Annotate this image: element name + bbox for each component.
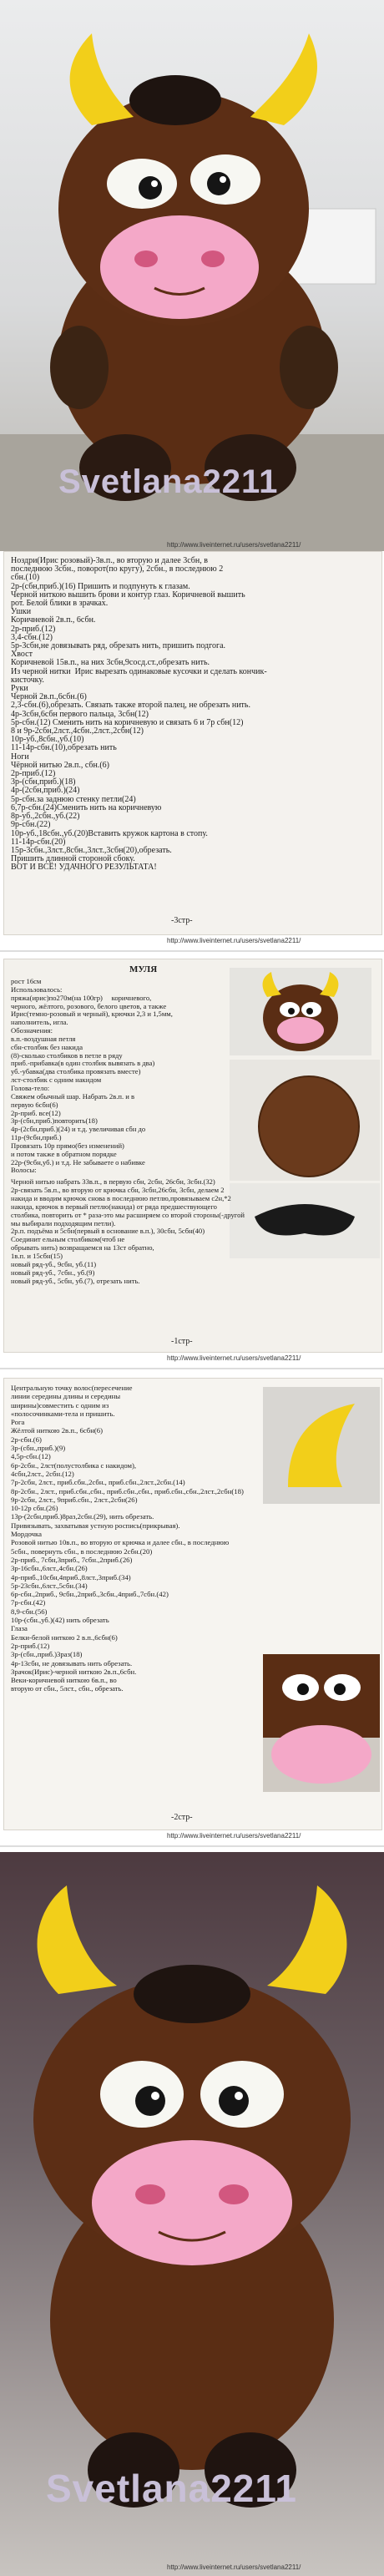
- snout-photo: [263, 1654, 380, 1792]
- bull-photo-top: [0, 0, 384, 551]
- pattern-page-1: [3, 959, 382, 1353]
- bull-photo-bottom: [0, 1852, 384, 2576]
- divider: [0, 950, 384, 952]
- watermark: Svetlana2211: [46, 2467, 298, 2510]
- bull-toy-thumbnail: [230, 968, 371, 1055]
- head-ball-photo: [230, 1060, 380, 1181]
- page-number: -3стр-: [171, 916, 193, 925]
- page-text-bottom: Черной нитью набрать 33в.п., в первую сбн, 2сбн, 26сбн, 3сбн.(32) 2р-связать 5в.п., во вторую от крючка сбн, 3сбн,26сбн, 3сбн, делаем 2 накида и вводим крючок снова в последнюю петлю,провязываем с2н,*2 накида, крючок в первый петлю(накида) от ряда предшествующего столбика, повторить от * раза-это мы расширяем со второй стороны(-другой мы выбирали подходящим петли). 2р.п. подъёма и 5сбн(первый в основание в.п.), 30сбн, 5сбн(40) Соединит ельным столбиком(чтоб не обрывать нить) возвращаемся на 13ст обратно, 1в.п. и 15сбн(15) новый ряд-уб., 9сбн, уб.(11) новый ряд-уб., 7сбн., уб.(9) новый ряд-уб., 5сбн, уб.(7), отрезать нить.: [11, 1177, 245, 1285]
- source-url: http://www.liveinternet.ru/users/svetlana2211/: [167, 1354, 301, 1362]
- source-url: http://www.liveinternet.ru/users/svetlana2211/: [167, 2563, 301, 2571]
- page-text: Центральную точку волос(пересечение линии середины длины и середины ширины)совместить с одним из «полосочинками-тела и пришить. Рога Жёлтой ниткою 2в.п., 6сбн(6) 2р-сбн.(6) 3р-(сбн.,приб.)(9) 4,5р-сбн.(12) 6р-2сбн., 2лст(полустолбика с накидом), 4сбн,2лст., 2сбн.(12) 7р-2сбн, 2лст., приб.сбн.,2сбн., приб.сбн.,2лст.,2сбн.(14) 8р-2сбн., 2лст., приб.сбн.,сбн., приб.сбн.,сбн., приб.сбн.,сбн.,2лст.,2сбн(18) 9р-2сбн, 2лст., 9приб.сбн., 2лст.,2сбн(26) 10-12р сбн.(26) 13р-(2сбн,приб.)8раз,2сбн.(29), нить обрезать. Привязывать, захватывая устную роспись(прикрывая). Мордочка Розовой нитью 10в.п., во вторую от крючка и далее сбн., в последнюю 5сбн., повернуть сбн., в последнюю 2сбн.(20) 2р-приб., 7сбн,3приб., 7сбн.,2приб.(26) 3р-16сбн.,6лст.,4сбн.(26) 4р-приб.,10сбн,4приб.,8лст.,3приб.(34) 5р-23сбн.,6лст.,5сбн.(34) 6р-сбн.,2приб., 9сбн.,2приб.,3сбн.,4приб.,7сбн.(42) 7р-сбн.(42) 8,9-сбн.(56) 10р-(сбн.,уб.)(42) нить обрезать Глаза Белки-белой ниткою 2 в.п.,6сбн(6) 2р-приб.(12) 3р-(сбн.,приб.)3раз(18) 4р-13сбн, не довязывать нить обрезать. Зрачок(Ирис)-черной ниткою 2в.п.,6сбн. Веки-коричневой ниткою 6в.п., во вторую от сбн., 5лст., сбн., обрезать.: [11, 1384, 244, 1693]
- source-url: http://www.liveinternet.ru/users/svetlana2211/: [167, 937, 301, 944]
- page-number: -2стр-: [171, 1813, 193, 1822]
- source-url: http://www.liveinternet.ru/users/svetlana2211/: [167, 1832, 301, 1840]
- divider: [0, 1845, 384, 1847]
- page-text-top: рост 16см Использовалось: пряжа(ирис)по270м(на 100гр) коричневого, черного, жёлтого, розового, белого цветов, а также Ирис(темно-розовый и черный), крючки 2,3 и 1,5мм, наполнитель, игла. Обозначения: в.п.-воздушная петля сбн-столбик без накида (8)-сколько столбиков в петле в ряду приб.-прибавка(в один столбик вывязать в два) уб.-убавка(два столбика провязать вместе) лст-столбик с одним накидом Голова-тело: Свяжем обычный шар. Набрать 2в.п. и в первую 6сбн(6) 2р-приб. все(12) 3р-(сбн,приб.)повторить(18) 4р-(2сбн,приб.)(24) и т.д. увеличивая сбн до 11р-(9сбн,приб.) Провязать 10р прямо(без изменений) и потом также в обратном порядке 22р-(9сбн,уб.) и т.д. Не забываете о набивке Волосы:: [11, 977, 173, 1175]
- source-url: http://www.liveinternet.ru/users/svetlana2211/: [167, 541, 301, 549]
- divider: [0, 1368, 384, 1369]
- watermark: Svetlana2211: [58, 463, 279, 500]
- pattern-page-3: [3, 551, 382, 935]
- pattern-page-2: [3, 1378, 382, 1830]
- horn-photo: [263, 1387, 380, 1504]
- page-title: МУЛЯ: [129, 964, 158, 974]
- page-number: -1стр-: [171, 1337, 193, 1346]
- page-text: Ноздри(Ирис розовый)-3в.п., во вторую и далее 3сбн, в последнюю 3сбн., поворот(по кругу), 2сбн., в последнюю 2 сбн.(10) 2р-(сбн,приб.)(16) Пришить и подпунуть к глазам. Черной ниткою вышить брови и контур глаз. Коричневой вышить рот. Белой блики в зрачках. Ушки Коричневой 2в.п., 6сбн. 2р-приб.(12) 3,4-сбн.(12) 5р-3сбн,не довязывать ряд, обрезать нить, пришить подгога. Хвост Коричневой 15в.п., на них 3сбн,9сосд.ст.,обрезать нить. Из черной нитки Ирис вырезать одинаковые кусочки и сделать кончик- кисточку. Руки Черной 2в.п.,6сбн.(6) 2,3-сбн.(6),обрезать. Связать также второй палец, не обрезать нить. 4р-3сбн,6сбн первого пальца, 3сбн(12) 5р-сбн.(12) Сменить нить на коричневую и связать 6 и 7р сбн(12) 8 и 9р-2сбн,2лст.,4сбн.,2лст.,2сбн(12) 10р-уб.,8сбн.,уб.(10) 11-14р-сбн.(10),обрезать нить Ноги Чёрной нитью 2в.п., сбн.(6) 2р-приб.(12) 3р-(сбн,приб.)(18) 4р-(2сбн,приб.)(24) 5р-сбн.за заднюю стенку петли(24) 6,7р-сбн.(24)Сменить нить на коричневую 8р-уб.,2сбн.,уб.(22) 9р-сбн.(22) 10р-уб.,18сбн.,уб.(20)Вставить кружок картона в стопу. 11-14р-сбн.(20) 15р-3сбн.,3лст.,8сбн.,3лст.,3сбн(20),обрезать. Пришить длинной стороной сбоку. ВОТ И ВСЁ! УДАЧНОГО РЕЗУЛЬТАТА!: [11, 556, 267, 873]
